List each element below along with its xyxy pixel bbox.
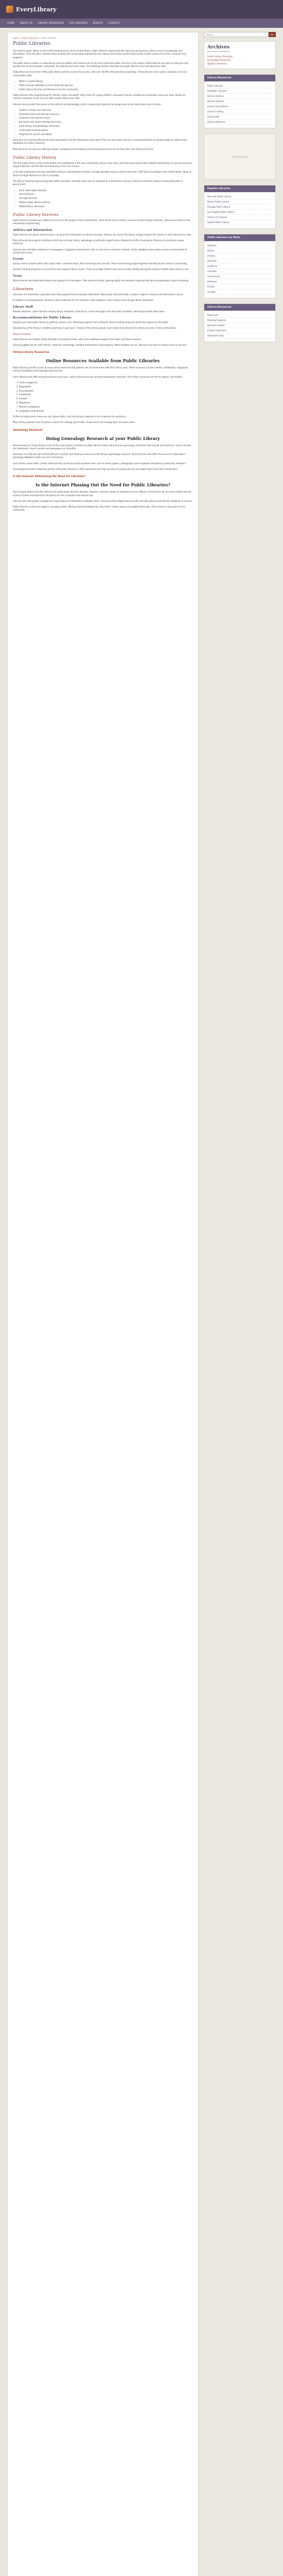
body-paragraph: The first public library in the United States was established in the early nineteenth century. Over time, state laws were passed that allowed communities to use tax money to support libraries, and the idea spread quickly across the country. — [13, 161, 192, 168]
body-paragraph: The library movement grew along with public education, and both were seen as essential to a democratic society in which an informed citizenry could participate in government. — [13, 180, 183, 186]
search-form — [204, 32, 276, 37]
sidebar-link[interactable]: Colorado — [207, 269, 272, 274]
genealogy-label: Genealogy Research — [13, 428, 43, 432]
list-item: 5. E-books — [19, 397, 193, 400]
sidebar-link[interactable]: Alabama — [207, 243, 272, 248]
list-item: • What is a public library — [19, 80, 193, 83]
archive-link[interactable]: Genealogy Resources — [207, 59, 231, 61]
sidebar-link[interactable]: Boston Public Library — [207, 199, 272, 205]
page-title: Public Libraries — [13, 41, 50, 46]
sidebar-link[interactable]: Chicago Public Library — [207, 205, 272, 210]
body-paragraph: Public libraries provide access to many online resources that patrons can use from home with their library card. These resources include e-books, audiobooks, magazines, research databases and language learning tools. — [13, 366, 189, 372]
list-item: 6. Magazines — [19, 401, 193, 404]
list-item: • Homework help and tutoring resources — [19, 113, 193, 116]
body-paragraph: Genealogical societies frequently partner with public libraries to offer workshops and help sessions for people who are just beginning to trace their family trees. — [13, 467, 178, 470]
list-item: 3. Encyclopedias — [19, 389, 193, 393]
nav-home[interactable]: HOME — [7, 22, 15, 25]
list-item: 1. Online magazines — [19, 381, 193, 384]
list-item: • Children's books and materials — [19, 109, 193, 112]
list-item: • Early subscription libraries — [19, 189, 193, 192]
body-paragraph: Researching your family history is one of the most popular activities at public libraries. Many libraries have genealogy collections that include local histories, census records, city directories, church records and newspapers on microfilm. — [13, 444, 192, 450]
sidebar-link[interactable]: Seattle Public Library — [207, 220, 272, 225]
breadcrumb-current: Public Libraries — [41, 37, 56, 39]
body-paragraph: Summer reading programs are one of the most popular library events. They encourage children and teens to keep reading during the summer months when school is out. — [13, 268, 189, 271]
subheading-teens: Teens — [13, 274, 22, 278]
body-paragraph: Libraries also help people navigate the huge amount of information available online. Librarians teach digital literacy skills and help patrons evaluate the reliability of sources. — [13, 499, 192, 502]
section-heading-history: Public Library History — [13, 155, 57, 160]
advertisement[interactable] — [204, 133, 276, 180]
sidebar-block-library-resources — [204, 74, 276, 128]
sidebar-link[interactable]: E-book Collections — [207, 328, 272, 333]
body-paragraph: Libraries also maintain collections of newspapers, magazines and journals, both in print and in electronic formats. Online databases give patrons access to thousands of articles from home. — [13, 248, 187, 254]
table-of-contents-link[interactable]: Table of Contents — [13, 332, 31, 335]
internet-heading: Is the Internet Phasing Out the Need for Public Libraries? — [36, 482, 170, 488]
subheading-events: Events — [13, 258, 24, 261]
bullet-list — [13, 189, 193, 208]
archive-subtitle: Free Library Resources — [207, 50, 230, 53]
intro-paragraph: The public library system is supported by local tax dollars and remains one of the most important public services in the country. Public libraries are open to everyone and provide free access to books, computers, the internet and much more. The following sections describe how public libraries work and what they offer. — [13, 61, 188, 68]
sidebar-link[interactable]: Public Libraries — [207, 83, 272, 89]
sidebar-link[interactable]: California — [207, 264, 272, 269]
body-paragraph: Many libraries are now also offering e-books, audiobooks and streaming media that patrons can access from their own devices at home. — [13, 147, 154, 150]
list-item: • Job search and career development help — [19, 121, 193, 124]
nav-donate[interactable]: DONATE — [93, 22, 103, 25]
body-paragraph: Besides librarians, public libraries employ library assistants, technicians, clerks and pages who help with circulation, shelving and other daily tasks. — [13, 310, 166, 313]
body-paragraph: Library events include author talks, book clubs, craft workshops, film screenings and concerts. These events bring people together and help build a sense of community. — [13, 262, 187, 265]
body-paragraph: Public libraries continue to adapt to changing needs, offering new technologies like 3D printers, maker spaces and digital media labs. They remain a vital part of every community. — [13, 505, 185, 512]
sidebar-link[interactable]: Arkansas — [207, 259, 272, 264]
sidebar-link[interactable]: Connecticut — [207, 274, 272, 279]
sidebar-link[interactable]: Alaska — [207, 248, 272, 253]
sidebar-block-popular — [204, 185, 276, 229]
sidebar-block-by-state — [204, 234, 276, 298]
list-item: • Digital library collections — [19, 205, 193, 208]
body-paragraph: Librarians can help you get started with your research and show you how to use the library's genealogy resources. Some libraries also offer free access to subscription genealogy databases while you are in the library. — [13, 453, 186, 459]
body-paragraph: Library budgets pay for staff salaries, materials, technology, building maintenance and programs. When budgets are cut, libraries may have to reduce hours or services. — [13, 343, 187, 346]
sidebar-block-title: Library Resources — [204, 304, 275, 311]
body-paragraph: Some people believe that the internet has made public libraries obsolete. However, libraries remain as important as ever. Millions of Americans do not have reliable internet access at home and depend on the library for free computer and internet use. — [13, 490, 191, 497]
section-heading-librarians: Librarians — [13, 286, 33, 292]
list-item: • Computer and internet access — [19, 116, 193, 120]
archive-title: Archives — [207, 45, 230, 50]
online-resources-label: Online Library Resources — [13, 351, 49, 354]
sidebar-block-title: Popular Libraries — [204, 185, 275, 192]
list-item: • Public Library Services and Resources for the Community — [19, 88, 193, 91]
sidebar-block-title: Public Libraries by State — [204, 234, 275, 241]
sidebar-link[interactable]: Florida — [207, 284, 272, 290]
body-paragraph: Many libraries have dedicated spaces and programs for teenagers. Teen advisory boards, gaming nights and volunteer opportunities give young people a place to belong. — [13, 279, 189, 282]
body-paragraph: Public libraries are funded mostly through local property taxes, with some additional support from state and federal sources. — [13, 337, 142, 341]
sidebar-link[interactable]: Los Angeles Public Library — [207, 210, 272, 215]
body-paragraph: Local history rooms often contain materials that cannot be found anywhere else, such as family papers, photographs and scrapbooks donated by community members. — [13, 462, 186, 465]
subheading-staff: Library Staff — [13, 305, 33, 309]
list-item: • Local history and genealogy collections — [19, 125, 193, 128]
nav-about[interactable]: ABOUT US — [20, 22, 33, 25]
nav-library-resources[interactable]: LIBRARY RESOURCES — [38, 22, 64, 25]
search-input[interactable] — [204, 32, 269, 37]
nav-for-libraries[interactable]: FOR LIBRARIES — [69, 22, 88, 25]
archive-link[interactable]: Digital Collections — [207, 62, 227, 65]
body-paragraph: Some libraries also offer streaming movies and music, online tutoring services and test preparation materials. All of these resources are free for library card holders. — [13, 375, 183, 378]
body-paragraph: Libraries also provide free access to the internet and technology, which is especially important for people who do not have those tools at home. — [13, 103, 162, 106]
sidebar — [204, 32, 276, 2576]
sidebar-link[interactable]: New York Public Library — [207, 194, 272, 199]
list-item: • Programs for seniors and adults — [19, 133, 193, 136]
section-heading-services: Public Library Services — [13, 212, 59, 217]
list-item: • Modern public library systems — [19, 201, 193, 204]
sidebar-link[interactable]: Arizona — [207, 253, 272, 259]
sidebar-block-title: Library Resources — [204, 75, 275, 81]
bullet-list — [13, 109, 193, 136]
site-header — [0, 0, 283, 19]
body-paragraph: Librarians are information specialists who help people find and evaluate information. Most public librarians hold a master's degree in library and information science. — [13, 293, 184, 296]
body-paragraph: Many library websites also let patrons search the catalog, place holds, renew items and manage their accounts online. — [13, 421, 136, 424]
sidebar-link[interactable]: Library Jobs — [207, 114, 272, 120]
list-item: 4. Audiobooks — [19, 393, 193, 396]
internet-label: Is the Internet Eliminating the Need for Libraries? — [13, 475, 86, 479]
intro-paragraph: Today there are more than 9,000 public library systems across the country, with over 16,000 individual library buildings. These libraries serve urban, suburban and rural communities alike. — [13, 71, 187, 77]
sidebar-link[interactable]: Reading Programs — [207, 318, 272, 323]
list-item: • Community meeting spaces — [19, 129, 193, 132]
list-item: 7. Research databases — [19, 405, 193, 409]
logo-text: EveryLibrary — [16, 6, 57, 13]
sidebar-link[interactable]: School Libraries — [207, 94, 272, 99]
bullet-list — [13, 80, 193, 91]
subheading-recommendations: Recommendations for Public Library — [13, 316, 72, 319]
list-item: 2. Biographies — [19, 385, 193, 388]
numbered-list — [13, 381, 193, 413]
sidebar-link[interactable]: Library of Congress — [207, 215, 272, 220]
list-item: • Carnegie libraries — [19, 197, 193, 200]
ad-label: Advertisement — [232, 155, 247, 158]
body-paragraph: In the late nineteenth and early twentieth centuries, philanthropist Andrew Carnegie donated money to build more than 1,600 library buildings in the United States. Many of these Carnegie libraries are still in use today. — [13, 171, 191, 177]
list-item: 8. Language learning tools — [19, 410, 193, 413]
body-paragraph: Support your local public library by getting a library card, attending programs and voting for library funding measures when they appear on the ballot. — [13, 320, 169, 324]
list-item: • Social libraries — [19, 193, 193, 196]
site-logo[interactable] — [6, 6, 57, 13]
sidebar-link[interactable]: Library Associations — [207, 104, 272, 109]
online-resources-heading: Online Resources Available from Public Libraries — [46, 358, 160, 364]
main-content — [7, 32, 199, 2576]
sidebar-link[interactable]: Library Funding — [207, 109, 272, 114]
search-button[interactable]: Go — [269, 32, 276, 37]
body-paragraph: In addition to helping patrons, librarians select materials for the collection, plan programs, teach classes and manage library operations. — [13, 299, 154, 302]
intro-paragraph: The need to public library is one of the founding forces of the United States. Public libraries helped build the nation by giving every citizen access to knowledge and information. Over the years, libraries have evolved from simple book repositories into vibrant community centers that provide a wide variety of services, resources and programs. — [13, 49, 186, 59]
body-paragraph: Librarians are trained professionals who help patrons find the information they need. They can assist with research, recommend books and guide people to useful online databases and other resources. — [13, 138, 187, 145]
subheading-articles: Articles and Information — [13, 228, 52, 232]
sidebar-link[interactable]: Academic Libraries — [207, 89, 272, 94]
body-paragraph: Public libraries provide many different services to the people in their communities. Some of the most common services include lending materials, reference assistance and educational programming. — [13, 219, 190, 225]
list-item: • Public Libraries definition and for whom the libraries — [19, 84, 193, 87]
sidebar-link[interactable]: Homework Help — [207, 333, 272, 338]
sidebar-link[interactable]: Georgia — [207, 290, 272, 295]
main-nav — [0, 19, 283, 28]
nav-contact[interactable]: CONTACT — [108, 22, 120, 25]
archive-link[interactable]: Public Library Directory — [207, 55, 233, 58]
archive-card — [204, 41, 276, 69]
logo-icon — [6, 6, 13, 13]
body-paragraph: Volunteering at the library is another great way to give back. Friends of the Library groups raise money and advocate for library services in their communities. — [13, 327, 177, 330]
breadcrumb: Home » Library Resources » Public Libraries — [13, 37, 56, 39]
sidebar-block-resources — [204, 303, 276, 342]
sidebar-link[interactable]: Research Guides — [207, 323, 272, 328]
body-paragraph: Public libraries offer programming for children, teens and adults. Story times for young children, homework help for students and computer classes for older adults are common examples of the services that a public library may offer. — [13, 93, 186, 100]
breadcrumb-section[interactable]: Library Resources — [21, 37, 39, 39]
body-paragraph: Public libraries are places where anyone can go to find information on almost any topic. Patrons can search the library catalog, browse the shelves or ask a librarian for help. — [13, 233, 192, 236]
genealogy-heading: Doing Genealogy Research at your Public Library — [46, 435, 160, 441]
body-paragraph: Many libraries have special collections that focus on local history, genealogy or particular subject areas. Researchers often travel great distances to use these unique materials. — [13, 239, 184, 245]
breadcrumb-home[interactable]: Home — [13, 37, 19, 39]
sidebar-link[interactable]: Book Lists — [207, 313, 272, 318]
body-paragraph: To find out what online resources your library offers, visit the library's website or ask a librarian for assistance. — [13, 415, 127, 418]
sidebar-link[interactable]: Library Advocacy — [207, 120, 272, 125]
sidebar-link[interactable]: Delaware — [207, 279, 272, 284]
sidebar-link[interactable]: Special Libraries — [207, 99, 272, 104]
